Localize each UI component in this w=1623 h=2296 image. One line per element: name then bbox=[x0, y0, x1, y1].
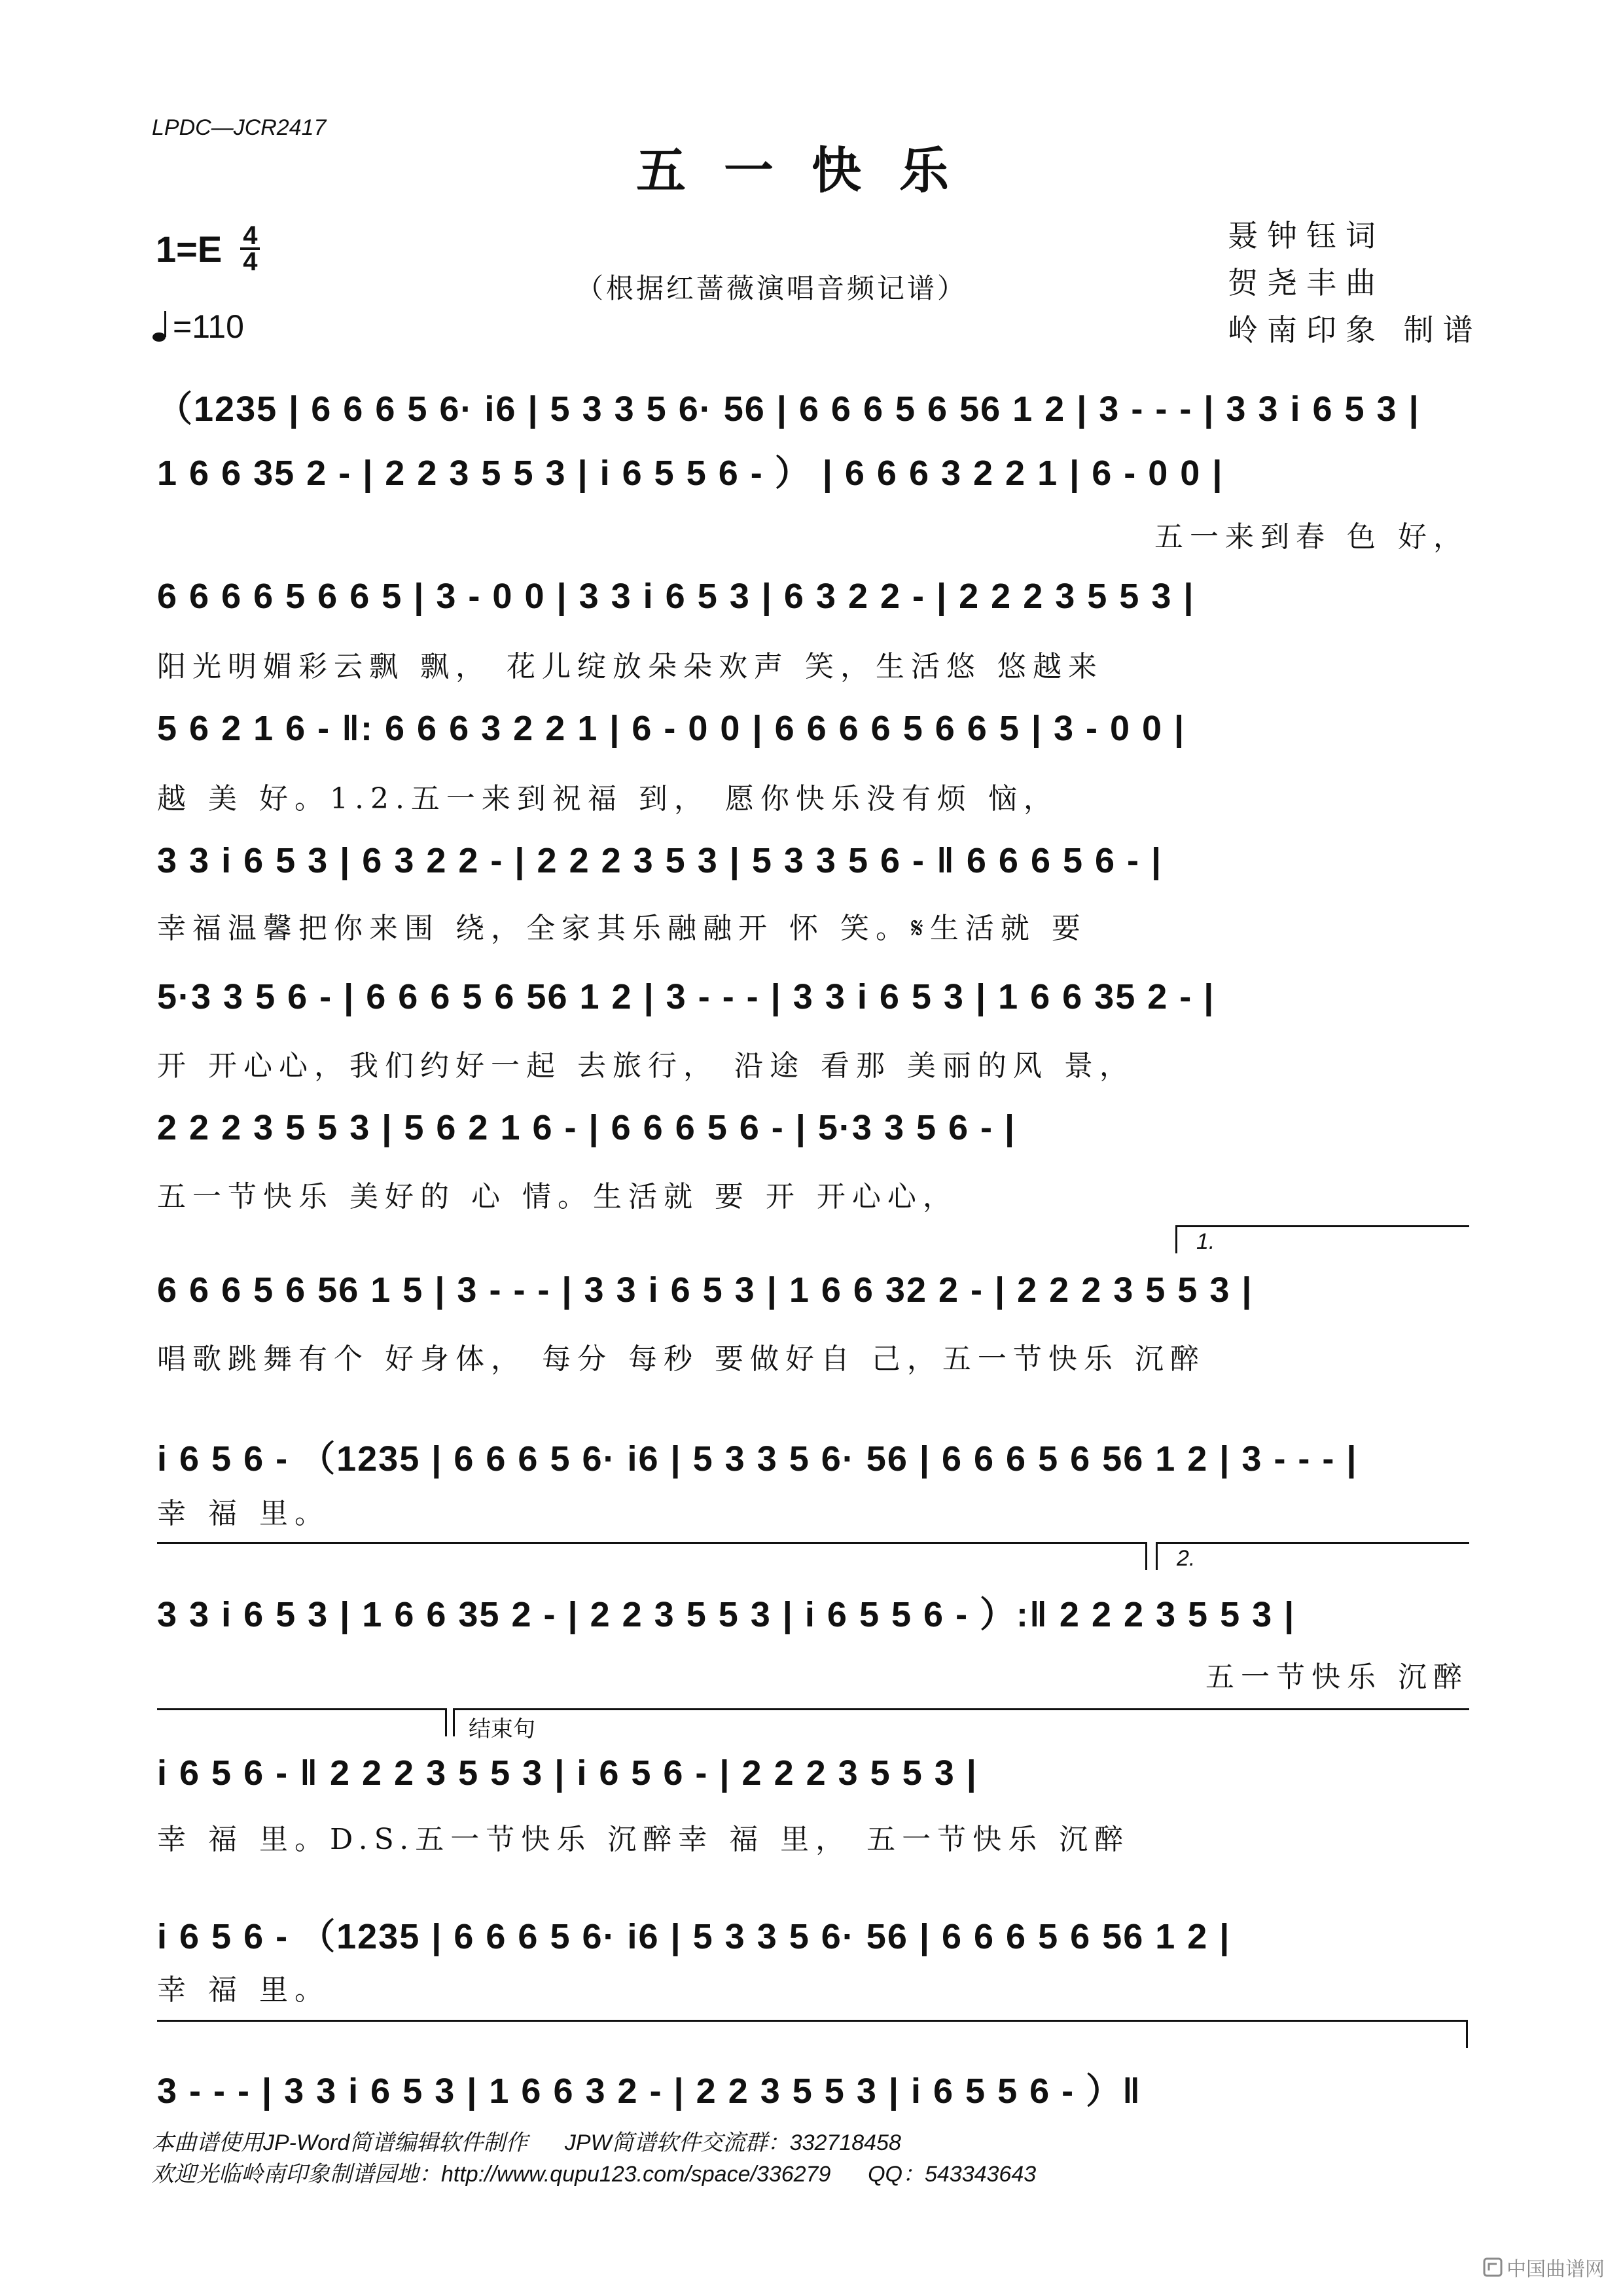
notation-row: i 6 5 6 - ‖ 2 2 2 3 5 5 3 | i 6 5 6 - | 2 2 2 3 5 5 3 | bbox=[157, 1753, 978, 1793]
credits bbox=[1228, 212, 1482, 353]
notation-row: 1 6 6 35 2 - | 2 2 3 5 5 3 | i 6 5 5 6 - ） | 6 6 6 3 2 2 1 | 6 - 0 0 | bbox=[157, 454, 1224, 493]
coda-bracket bbox=[453, 1708, 1469, 1736]
lyric-row: 幸福温馨把你来围 绕，全家其乐融融开 怀 笑。𝄋生活就 要 bbox=[157, 912, 1087, 945]
watermark bbox=[1483, 2253, 1605, 2282]
second-ending-label: 2. bbox=[1177, 1546, 1196, 1571]
lyric-row: 五一节快乐 沉醉 bbox=[1205, 1660, 1469, 1694]
second-ending-close bbox=[157, 1708, 447, 1736]
notation-row: （1235 | 6 6 6 5 6· i6 | 5 3 3 5 6· 56 | 6 6 6 5 6 56 1 2 | 3 - - - | 3 3 i 6 5 3 | bbox=[157, 389, 1420, 429]
first-ending-label: 1. bbox=[1196, 1229, 1215, 1254]
composer-credit: 贺尧丰曲 bbox=[1228, 265, 1385, 300]
lyric-row: 五一来到春 色 好， bbox=[1154, 520, 1469, 554]
tempo-marking bbox=[152, 308, 244, 346]
lyric-row: 幸 福 里。 bbox=[157, 1497, 330, 1530]
lyric-row: 幸 福 里。D.S.五一节快乐 沉醉幸 福 里， 五一节快乐 沉醉 bbox=[157, 1823, 1130, 1856]
score-code: LPDC—JCR2417 bbox=[152, 115, 327, 140]
time-signature bbox=[240, 221, 260, 276]
time-numerator: 4 bbox=[240, 224, 260, 250]
notation-row: i 6 5 6 - （1235 | 6 6 6 5 6· i6 | 5 3 3 5 6· 56 | 6 6 6 5 6 56 1 2 | bbox=[157, 1917, 1231, 1956]
first-ending-close bbox=[157, 1542, 1147, 1570]
watermark-logo-icon bbox=[1483, 2257, 1503, 2277]
final-bracket bbox=[157, 2020, 1468, 2048]
notation-row: i 6 5 6 - （1235 | 6 6 6 5 6· i6 | 5 3 3 5 6· 56 | 6 6 6 5 6 56 1 2 | 3 - - - | bbox=[157, 1439, 1358, 1479]
lyric-row: 五一节快乐 美好的 心 情。生活就 要 开 开心心， bbox=[157, 1180, 958, 1213]
first-ending-bracket bbox=[1175, 1225, 1469, 1253]
second-ending-bracket bbox=[1156, 1542, 1469, 1570]
lyric-row: 开 开心心，我们约好一起 去旅行， 沿途 看那 美丽的风 景， bbox=[157, 1049, 1135, 1083]
notation-row: 5 6 2 1 6 - ‖: 6 6 6 3 2 2 1 | 6 - 0 0 | 6 6 6 6 5 6 6 5 | 3 - 0 0 | bbox=[157, 709, 1186, 748]
watermark-text: 中国曲谱网 bbox=[1507, 2258, 1605, 2281]
notation-row: 3 3 i 6 5 3 | 1 6 6 35 2 - | 2 2 3 5 5 3 | i 6 5 5 6 - ）:‖ 2 2 2 3 5 5 3 | bbox=[157, 1595, 1296, 1634]
time-denominator: 4 bbox=[243, 247, 258, 276]
quarter-note-icon bbox=[152, 310, 169, 344]
lyric-row: 阳光明媚彩云飘 飘， 花儿绽放朵朵欢声 笑，生活悠 悠越来 bbox=[157, 650, 1103, 683]
key-label: 1=E bbox=[156, 228, 223, 270]
footer-line: 本曲谱使用JP-Word简谱编辑软件制作 JPW简谱软件交流群：332718458 bbox=[152, 2130, 901, 2155]
notation-row: 6 6 6 6 5 6 6 5 | 3 - 0 0 | 3 3 i 6 5 3 | 6 3 2 2 - | 2 2 2 3 5 5 3 | bbox=[157, 577, 1195, 616]
lyricist-credit: 聂钟钰词 bbox=[1228, 218, 1385, 253]
coda-label: 结束句 bbox=[469, 1716, 535, 1742]
notation-row: 6 6 6 5 6 56 1 5 | 3 - - - | 3 3 i 6 5 3 | 1 6 6 32 2 - | 2 2 2 3 5 5 3 | bbox=[157, 1270, 1253, 1310]
arranger-credit: 岭南印象 制谱 bbox=[1228, 312, 1482, 348]
notation-row: 3 3 i 6 5 3 | 6 3 2 2 - | 2 2 2 3 5 3 | 5 3 3 5 6 - ‖ 6 6 6 5 6 - | bbox=[157, 841, 1163, 880]
subtitle: （根据红蔷薇演唱音频记谱） bbox=[576, 272, 968, 304]
lyric-row: 幸 福 里。 bbox=[157, 1973, 330, 2007]
tempo-value: =110 bbox=[173, 308, 244, 345]
notation-row: 3 - - - | 3 3 i 6 5 3 | 1 6 6 3 2 - | 2 2 3 5 5 3 | i 6 5 5 6 - ）‖ bbox=[157, 2072, 1141, 2111]
lyric-row: 越 美 好。1.2.五一来到祝福 到， 愿你快乐没有烦 恼， bbox=[157, 782, 1059, 816]
lyric-row: 唱歌跳舞有个 好身体， 每分 每秒 要做好自 己，五一节快乐 沉醉 bbox=[157, 1342, 1205, 1376]
footer-line: 欢迎光临岭南印象制谱园地：http://www.qupu123.com/space/336279 QQ：543343643 bbox=[152, 2162, 1037, 2187]
key-signature bbox=[156, 221, 260, 276]
page-title: 五一快乐 bbox=[636, 141, 987, 200]
notation-row: 2 2 2 3 5 5 3 | 5 6 2 1 6 - | 6 6 6 5 6 - | 5·3 3 5 6 - | bbox=[157, 1108, 1016, 1147]
notation-row: 5·3 3 5 6 - | 6 6 6 5 6 56 1 2 | 3 - - - | 3 3 i 6 5 3 | 1 6 6 35 2 - | bbox=[157, 977, 1215, 1016]
